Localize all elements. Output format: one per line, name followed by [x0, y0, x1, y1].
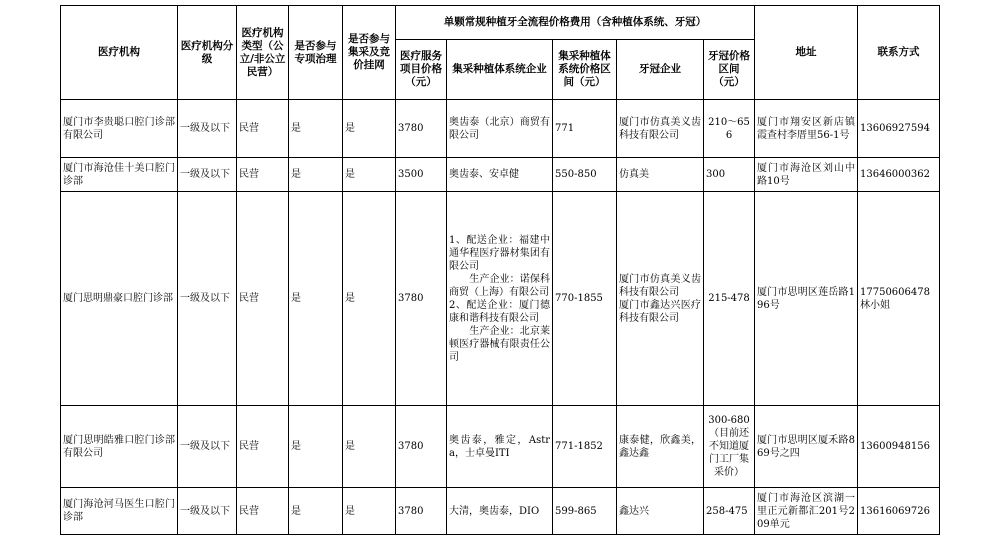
cell-contact: 13600948156	[858, 406, 940, 488]
header-address: 地址	[755, 6, 858, 100]
header-implant-price: 集采种植体系统价格区间（元）	[553, 40, 617, 100]
header-crown-price: 牙冠价格区间（元）	[704, 40, 755, 100]
cell-address: 厦门市思明区莲岳路196号	[755, 192, 858, 406]
header-procurement: 是否参与集采及竞价挂网	[343, 6, 396, 100]
cell-type: 民营	[237, 488, 289, 535]
cell-level: 一级及以下	[178, 100, 237, 158]
cell-special: 是	[289, 100, 343, 158]
cell-implant-price: 550-850	[553, 158, 617, 192]
cell-service-price: 3500	[396, 158, 447, 192]
cell-institution: 厦门思明皓雅口腔门诊部有限公司	[61, 406, 178, 488]
cell-contact: 17750606478林小姐	[858, 192, 940, 406]
cell-special: 是	[289, 488, 343, 535]
cell-level: 一级及以下	[178, 158, 237, 192]
cell-crown-price: 300	[704, 158, 755, 192]
cell-special: 是	[289, 406, 343, 488]
cell-service-price: 3780	[396, 192, 447, 406]
header-institution: 医疗机构	[61, 6, 178, 100]
cell-contact: 13616069726	[858, 488, 940, 535]
cell-special: 是	[289, 158, 343, 192]
header-implant-company: 集采种植体系统企业	[447, 40, 553, 100]
cell-procurement: 是	[343, 192, 396, 406]
cell-service-price: 3780	[396, 488, 447, 535]
header-level: 医疗机构分级	[178, 6, 237, 100]
table-row	[61, 192, 940, 406]
cell-implant-company: 大清，奥齿泰，DIO	[447, 488, 553, 535]
cell-address: 厦门市翔安区新店镇霞查村李厝里56-1号	[755, 100, 858, 158]
cell-crown-price: 258-475	[704, 488, 755, 535]
table-row	[61, 488, 940, 535]
cell-institution: 厦门市李贵聪口腔门诊部有限公司	[61, 100, 178, 158]
cell-procurement: 是	[343, 488, 396, 535]
cell-type: 民营	[237, 158, 289, 192]
cell-institution: 厦门海沧河马医生口腔门诊部	[61, 488, 178, 535]
cell-procurement: 是	[343, 158, 396, 192]
cell-type: 民营	[237, 100, 289, 158]
cell-type: 民营	[237, 406, 289, 488]
dental-implant-price-table	[60, 5, 940, 535]
header-special-governance: 是否参与专项治理	[289, 6, 343, 100]
cell-crown-company: 康泰健，欣鑫美，鑫达鑫	[617, 406, 704, 488]
cell-implant-company: 奥齿泰、安卓健	[447, 158, 553, 192]
cell-crown-price: 300-680（目前还不知道厦门工厂集采价）	[704, 406, 755, 488]
cell-contact: 13646000362	[858, 158, 940, 192]
price-table-sheet	[60, 5, 940, 535]
table-row	[61, 100, 940, 158]
cell-level: 一级及以下	[178, 192, 237, 406]
cell-service-price: 3780	[396, 406, 447, 488]
table-row	[61, 158, 940, 192]
cell-institution: 厦门市海沧佳十美口腔门诊部	[61, 158, 178, 192]
cell-implant-company: 奥齿泰，雅定，Astra，士卓曼ITI	[447, 406, 553, 488]
cell-procurement: 是	[343, 100, 396, 158]
cell-crown-price: 215-478	[704, 192, 755, 406]
header-contact: 联系方式	[858, 6, 940, 100]
header-full-process-price-group: 单颗常规种植牙全流程价格费用（含种植体系统、牙冠）	[396, 6, 755, 40]
cell-crown-company: 鑫达兴	[617, 488, 704, 535]
cell-contact: 13606927594	[858, 100, 940, 158]
cell-implant-company: 奥齿泰（北京）商贸有限公司	[447, 100, 553, 158]
crown-company-text: 厦门市仿真美义齿科技有限公司 厦门市鑫达兴医疗科技有限公司	[619, 273, 701, 324]
cell-type: 民营	[237, 192, 289, 406]
cell-implant-company	[447, 192, 553, 406]
cell-service-price: 3780	[396, 100, 447, 158]
header-crown-company: 牙冠企业	[617, 40, 704, 100]
header-service-price: 医疗服务项目价格（元）	[396, 40, 447, 100]
cell-address: 厦门市海沧区滨湖一里正元新都汇201号209单元	[755, 488, 858, 535]
cell-crown-price: 210～656	[704, 100, 755, 158]
implant-company-text: 1、配送企业：福建中通华程医疗器材集团有限公司 生产企业：诺保科商贸（上海）有限公司 2、配送企业：厦门德康和谐科技有限公司 生产企业：北京莱顿医疗器械有限责任公司	[449, 234, 550, 363]
cell-crown-company: 仿真美	[617, 158, 704, 192]
cell-special: 是	[289, 192, 343, 406]
cell-address: 厦门市思明区厦禾路869号之四	[755, 406, 858, 488]
cell-crown-company: 厦门市仿真美义齿科技有限公司	[617, 100, 704, 158]
header-type: 医疗机构类型（公立/非公立民营）	[237, 6, 289, 100]
table-row	[61, 406, 940, 488]
cell-level: 一级及以下	[178, 488, 237, 535]
cell-institution: 厦门思明鼎豪口腔门诊部	[61, 192, 178, 406]
cell-level: 一级及以下	[178, 406, 237, 488]
cell-crown-company	[617, 192, 704, 406]
cell-implant-price: 771	[553, 100, 617, 158]
cell-implant-price: 770-1855	[553, 192, 617, 406]
cell-implant-price: 771-1852	[553, 406, 617, 488]
cell-implant-price: 599-865	[553, 488, 617, 535]
cell-procurement: 是	[343, 406, 396, 488]
cell-address: 厦门市海沧区刘山中路10号	[755, 158, 858, 192]
